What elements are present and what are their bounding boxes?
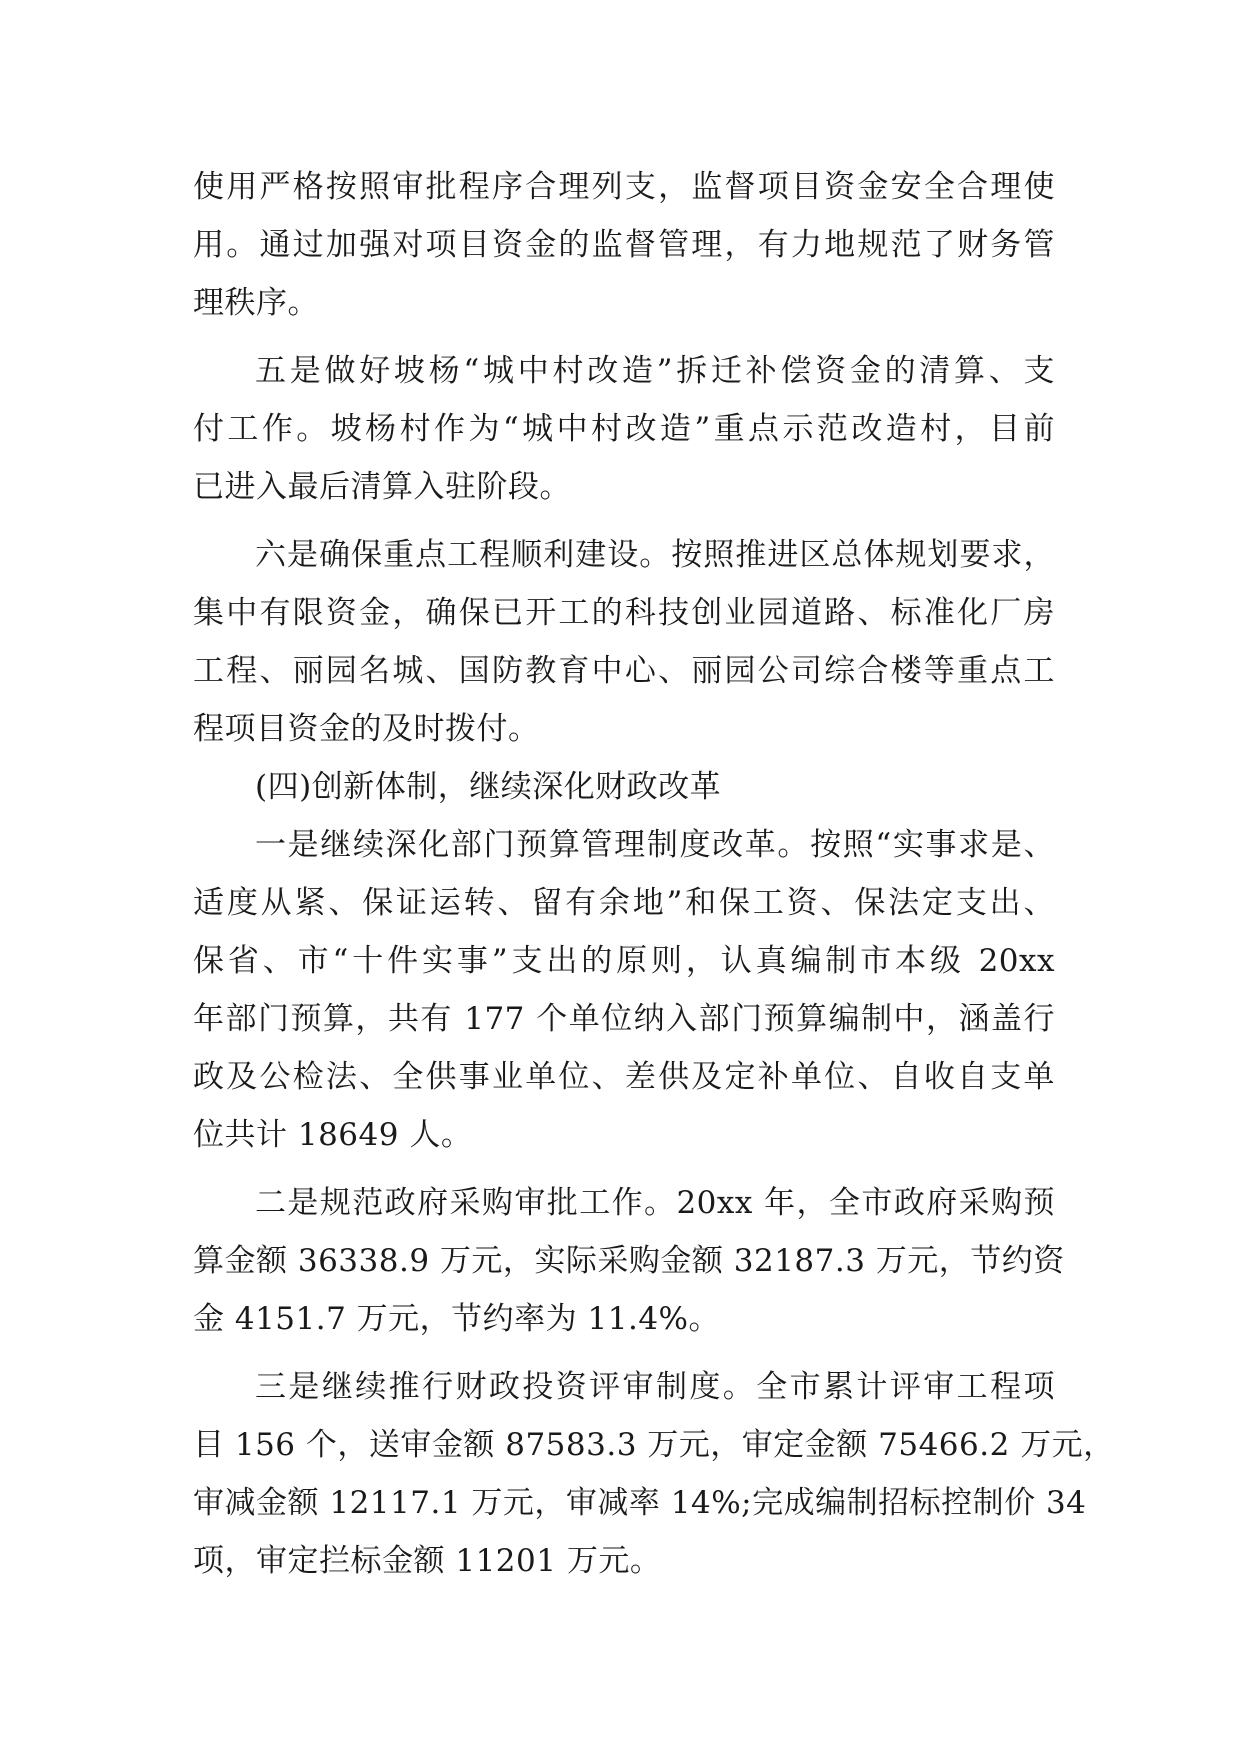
text-line: 审减金额 12117.1 万元，审减率 14%;完成编制招标控制价 34 <box>193 1485 1087 1521</box>
text-line: 金 4151.7 万元，节约率为 11.4%。 <box>193 1301 721 1337</box>
text-line: 集中有限资金，确保已开工的科技创业园道路、标准化厂房 <box>193 595 1055 631</box>
text-line: 位共计 18649 人。 <box>193 1117 473 1153</box>
text-line: 理秩序。 <box>193 285 319 321</box>
text-line: 用。通过加强对项目资金的监督管理，有力地规范了财务管 <box>193 227 1055 263</box>
text-line: 政及公检法、全供事业单位、差供及定补单位、自收自支单 <box>193 1059 1055 1095</box>
text-line: 已进入最后清算入驻阶段。 <box>193 469 571 505</box>
text-line: 适度从紧、保证运转、留有余地”和保工资、保法定支出、 <box>193 885 1055 921</box>
text-line: 项，审定拦标金额 11201 万元。 <box>193 1543 662 1579</box>
text-line: 六是确保重点工程顺利建设。按照推进区总体规划要求， <box>255 537 1055 573</box>
text-line: 付工作。坡杨村作为“城中村改造”重点示范改造村，目前 <box>193 411 1055 447</box>
paragraph <box>193 526 1055 758</box>
document-body <box>193 158 1115 1590</box>
paragraph <box>193 158 1055 332</box>
paragraph <box>193 342 1055 516</box>
paragraph <box>193 1358 1115 1590</box>
text-line: 一是继续深化部门预算管理制度改革。按照“实事求是、 <box>255 827 1055 863</box>
text-line: 年部门预算，共有 177 个单位纳入部门预算编制中，涵盖行 <box>193 1001 1055 1037</box>
heading-text: (四)创新体制，继续深化财政改革 <box>255 769 722 805</box>
text-line: 工程、丽园名城、国防教育中心、丽园公司综合楼等重点工 <box>193 653 1055 689</box>
text-line: 程项目资金的及时拨付。 <box>193 711 540 747</box>
text-line: 五是做好坡杨“城中村改造”拆迁补偿资金的清算、支 <box>255 353 1055 389</box>
text-line: 二是规范政府采购审批工作。20xx 年，全市政府采购预 <box>255 1185 1055 1221</box>
text-line: 目 156 个，送审金额 87583.3 万元，审定金额 75466.2 万元， <box>193 1427 1115 1463</box>
section-heading <box>193 758 1055 816</box>
text-line: 保省、市“十件实事”支出的原则，认真编制市本级 20xx <box>193 943 1055 979</box>
paragraph <box>193 816 1055 1164</box>
text-line: 三是继续推行财政投资评审制度。全市累计评审工程项 <box>255 1369 1055 1405</box>
paragraph <box>193 1174 1065 1348</box>
text-line: 使用严格按照审批程序合理列支，监督项目资金安全合理使 <box>193 169 1055 205</box>
text-line: 算金额 36338.9 万元，实际采购金额 32187.3 万元，节约资 <box>193 1243 1065 1279</box>
